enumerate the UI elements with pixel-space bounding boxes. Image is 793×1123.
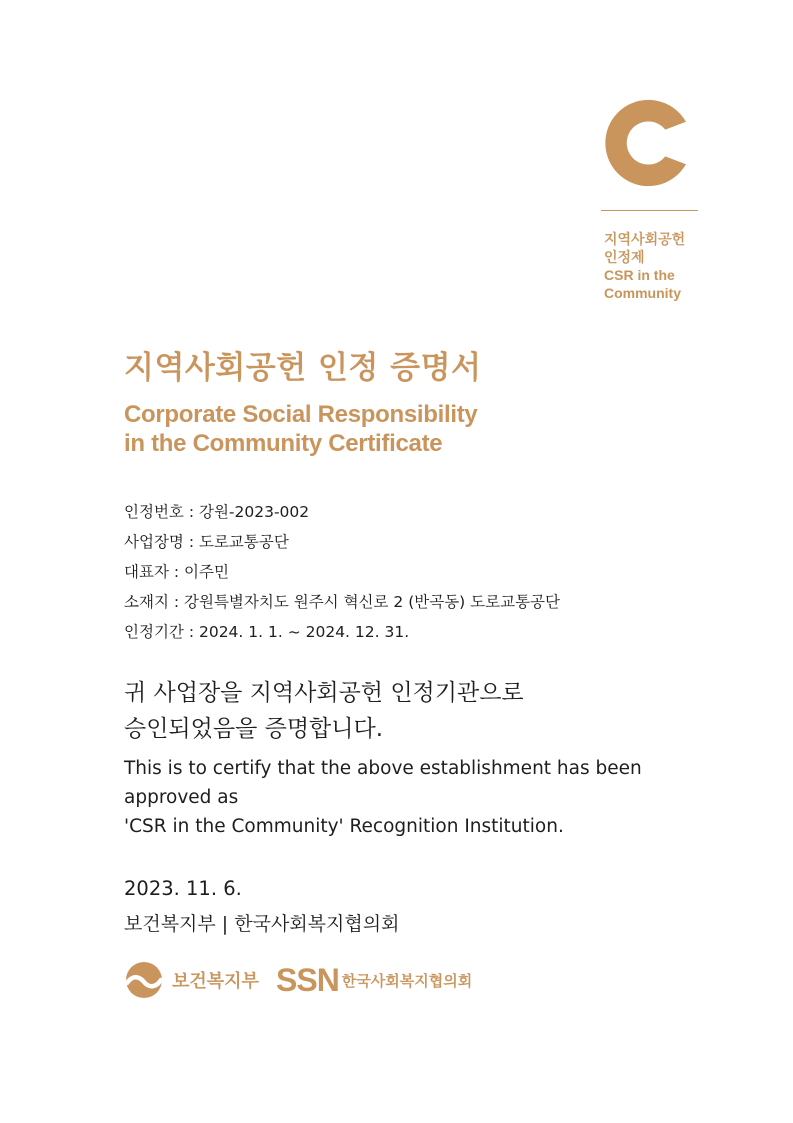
certificate-info [124,497,560,647]
logo-text [604,230,685,302]
statement-english-line: 'CSR in the Community' Recognition Institution. [124,816,564,837]
logo-divider [601,210,698,211]
certification-statement-korean [124,675,524,747]
statement-english-line: This is to certify that the above establishment has been [124,758,642,779]
taegeuk-emblem-icon [124,960,164,1000]
certification-number: 인정번호 : 강원-2023-002 [124,503,310,521]
title-english-line: in the Community Certificate [124,430,443,457]
logo-line: CSR in the [604,267,675,283]
csr-c-logo-icon [600,94,698,192]
ssn-logo-name: 한국사회복지협의회 [341,971,473,990]
representative: 대표자 : 이주민 [124,563,229,581]
certificate-title-korean: 지역사회공헌 인정 증명서 [124,350,482,386]
statement-korean-line: 승인되었음을 증명합니다. [124,716,384,742]
certification-period: 인정기간 : 2024. 1. 1. ~ 2024. 12. 31. [124,623,410,641]
title-english-line: Corporate Social Responsibility [124,401,478,428]
issuers: 보건복지부 | 한국사회복지협의회 [124,913,400,935]
issue-date: 2023. 11. 6. [124,877,242,900]
ssn-logo-mark: SSN [276,961,339,998]
statement-korean-line: 귀 사업장을 지역사회공헌 인정기관으로 [124,680,524,706]
certification-statement-english [124,754,642,841]
logo-line: 인정제 [604,249,645,265]
mohw-logo [124,960,259,1000]
statement-english-line: approved as [124,787,239,808]
logo-line: Community [604,285,681,301]
ssn-logo [276,962,472,998]
business-name: 사업장명 : 도로교통공단 [124,533,289,551]
certificate-title-english [124,400,477,458]
logo-line: 지역사회공헌 [604,231,686,247]
address: 소재지 : 강원특별자치도 원주시 혁신로 2 (반곡동) 도로교통공단 [124,593,560,611]
mohw-logo-name: 보건복지부 [172,971,259,992]
